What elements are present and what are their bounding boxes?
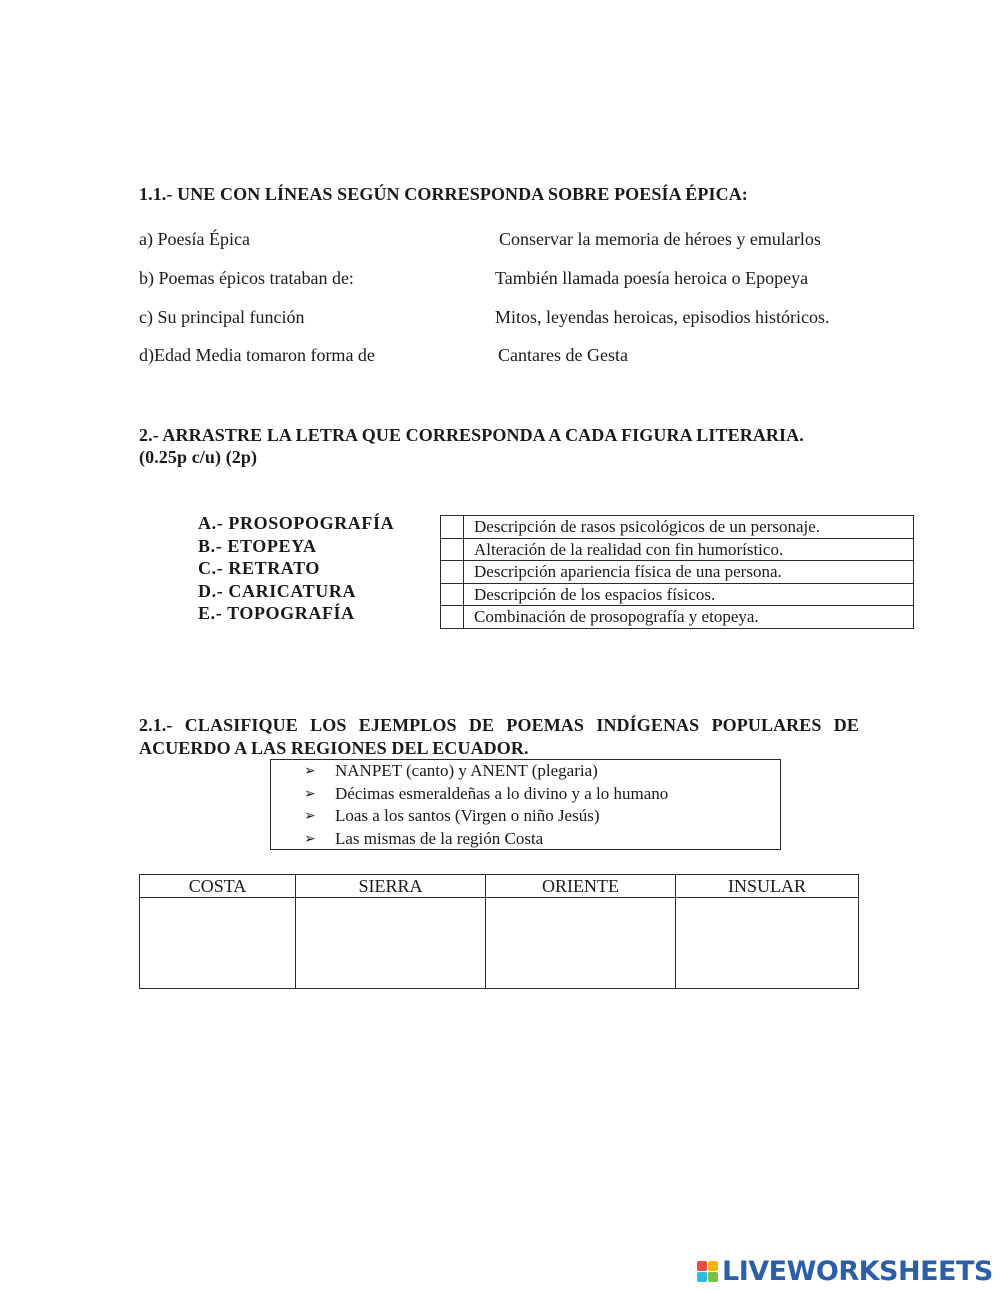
definition-cell: Descripción de los espacios físicos.	[464, 583, 914, 606]
section-3-heading-line2: ACUERDO A LAS REGIONES DEL ECUADOR.	[139, 738, 529, 758]
match-right-2[interactable]: También llamada poesía heroica o Epopeya	[495, 268, 809, 288]
definition-cell: Alteración de la realidad con fin humorístico.	[464, 538, 914, 561]
examples-box	[270, 759, 781, 850]
drop-zone-costa[interactable]	[140, 898, 296, 989]
figure-prosopografia[interactable]: A.- PROSOPOGRAFÍA	[198, 513, 395, 533]
table-row	[140, 898, 859, 989]
brand-text: LIVEWORKSHEETS	[722, 1255, 993, 1287]
answer-drop-slot-5[interactable]	[441, 606, 464, 629]
drop-zone-insular[interactable]	[676, 898, 859, 989]
drop-zone-oriente[interactable]	[486, 898, 676, 989]
match-right-4[interactable]: Cantares de Gesta	[498, 345, 628, 365]
liveworksheets-logo	[697, 1256, 993, 1286]
section-3-heading-line1: 2.1.- CLASIFIQUE LOS EJEMPLOS DE POEMAS INDÍGENAS POPULARES DE	[139, 715, 859, 735]
list-item[interactable]: ➢ Las mismas de la región Costa	[304, 828, 544, 848]
definition-cell: Descripción apariencia física de una persona.	[464, 561, 914, 584]
arrow-bullet-icon: ➢	[304, 830, 316, 847]
section-2-heading-line2: (0.25p c/u) (2p)	[139, 447, 258, 467]
table-row	[441, 583, 914, 606]
list-item[interactable]: ➢ NANPET (canto) y ANENT (plegaria)	[304, 761, 598, 780]
brand-mark-icon	[697, 1261, 718, 1282]
figure-topografia[interactable]: E.- TOPOGRAFÍA	[198, 603, 355, 623]
definition-cell: Descripción de rasos psicológicos de un personaje.	[464, 516, 914, 539]
figure-etopeya[interactable]: B.- ETOPEYA	[198, 536, 317, 556]
table-row	[441, 538, 914, 561]
answer-drop-slot-3[interactable]	[441, 561, 464, 584]
match-left-b: b) Poemas épicos trataban de:	[139, 268, 354, 288]
table-row	[441, 606, 914, 629]
regions-table	[139, 874, 859, 989]
definitions-table	[440, 515, 914, 629]
match-left-c: c) Su principal función	[139, 307, 305, 327]
answer-drop-slot-2[interactable]	[441, 538, 464, 561]
section-2-heading-line1: 2.- ARRASTRE LA LETRA QUE CORRESPONDA A CADA FIGURA LITERARIA.	[139, 425, 804, 445]
region-header-sierra: SIERRA	[296, 875, 486, 898]
figure-retrato[interactable]: C.- RETRATO	[198, 558, 320, 578]
section-1-heading: 1.1.- UNE CON LÍNEAS SEGÚN CORRESPONDA SOBRE POESÍA ÉPICA:	[139, 184, 748, 204]
region-header-costa: COSTA	[140, 875, 296, 898]
match-right-3[interactable]: Mitos, leyendas heroicas, episodios históricos.	[495, 307, 830, 327]
match-left-d: d)Edad Media tomaron forma de	[139, 345, 375, 365]
figure-caricatura[interactable]: D.- CARICATURA	[198, 581, 357, 601]
region-header-oriente: ORIENTE	[486, 875, 676, 898]
drop-zone-sierra[interactable]	[296, 898, 486, 989]
arrow-bullet-icon: ➢	[304, 808, 316, 824]
answer-drop-slot-1[interactable]	[441, 516, 464, 539]
match-left-a: a) Poesía Épica	[139, 229, 250, 249]
list-item[interactable]: ➢ Loas a los santos (Virgen o niño Jesús)	[304, 806, 600, 825]
match-right-1[interactable]: Conservar la memoria de héroes y emularlos	[499, 229, 821, 249]
arrow-bullet-icon: ➢	[304, 763, 316, 779]
table-header-row	[140, 875, 859, 898]
table-row	[441, 561, 914, 584]
table-row	[441, 516, 914, 539]
list-item[interactable]: ➢ Décimas esmeraldeñas a lo divino y a lo humano	[304, 783, 669, 803]
answer-drop-slot-4[interactable]	[441, 583, 464, 606]
region-header-insular: INSULAR	[676, 875, 859, 898]
arrow-bullet-icon: ➢	[304, 785, 316, 802]
definition-cell: Combinación de prosopografía y etopeya.	[464, 606, 914, 629]
